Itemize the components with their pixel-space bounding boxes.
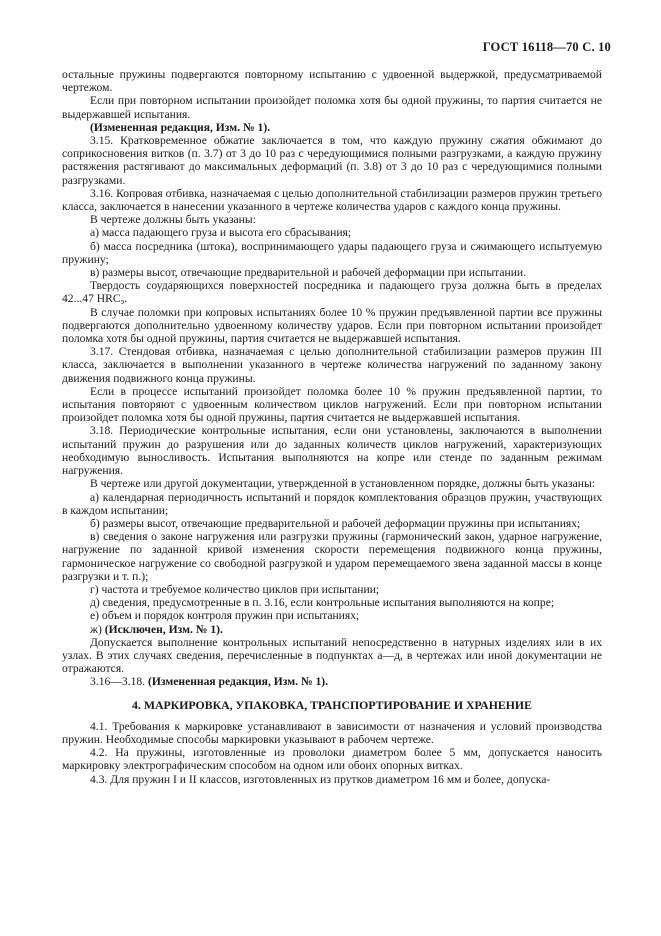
list-item (62, 623, 602, 636)
paragraph-3-17: 3.17. Стендовая отбивка, назначаемая с целью дополнительной стабилизации размеров пружин III класса, заключается в выполнении указанного в чертеже количества нагружений по заданному закону движения подвижного конца пружины. (62, 345, 602, 385)
subscript: э (120, 297, 125, 307)
list-item: а) календарная периодичность испытаний и порядок комплектования образцов пружин, участвующих в каждом испытании; (62, 490, 602, 517)
list-item: г) частота и требуемое количество циклов при испытании; (90, 582, 380, 596)
clause-range: 3.16—3.18. (90, 675, 148, 689)
paragraph: остальные пружины подвергаются повторному испытанию с удвоенной выдержкой, предусматриваемой чертежом. (62, 68, 602, 95)
section-title: 4. МАРКИРОВКА, УПАКОВКА, ТРАНСПОРТИРОВАНИЕ И ХРАНЕНИЕ (132, 697, 532, 712)
paragraph-3-18: 3.18. Периодические контрольные испытания, если они установлены, заключаются в выполнении испытаний пружин до разрушения или до заданных количеств циклов нагружений, характеризующих необходимую выносливость. Испытания выполняются на копре или стенде по заданным режимам нагружения. (62, 424, 602, 478)
document-body (62, 68, 602, 786)
paragraph-hardness (62, 279, 602, 305)
paragraph: Если при повторном испытании произойдет поломка хотя бы одной пружины, то партия считается не выдержавшей испытания. (62, 94, 602, 121)
list-item: в) размеры высот, отвечающие предварительной и рабочей деформации при испытании. (90, 266, 527, 280)
paragraph-3-16: 3.16. Копровая отбивка, назначаемая с целью дополнительной стабилизации размеров пружин третьего класса, заключается в нанесении указанного в чертеже количества ударов с каждого конца пружины. (62, 186, 602, 214)
list-item: а) масса падающего груза и высота его сбрасывания; (90, 226, 352, 240)
paragraph: В чертеже или другой документации, утвержденной в установленном порядке, должны быть указаны: (90, 477, 595, 491)
excluded-note: (Исключен, Изм. № 1). (104, 622, 223, 636)
paragraph: Допускается выполнение контрольных испытаний непосредственно в натурных изделиях или в их узлах. В этих случаях сведения, перечисленные в подпунктах а—д, в чертежах или иной документации не отражаются. (62, 635, 602, 676)
paragraph-3-15: 3.15. Кратковременное обжатие заключается в том, что каждую пружину сжатия обжимают до соприкосновения витков (п. 3.7) от 3 до 10 раз с чередующимися полными разгрузками, а каждую пружину растяжения растягивают до максимальных деформаций (п. 3.8) от 3 до 10 раз с чередующимися полными разгрузками. (62, 134, 602, 187)
amendment-note: (Измененная редакция, Изм. № 1). (147, 675, 329, 689)
list-marker: ж) (90, 622, 105, 636)
list-item: е) объем и порядок контроля пружин при испытаниях; (90, 609, 360, 623)
amendment-line (62, 675, 602, 688)
paragraph-4-2: 4.2. На пружины, изготовленные из проволоки диаметром более 5 мм, допускается наносить маркировку электрографическим способом на одном или обоих опорных витках. (62, 746, 602, 773)
period: . (124, 292, 127, 306)
amendment-note: (Измененная редакция, Изм. № 1). (90, 120, 271, 134)
hardness-text: Твердость соударяющихся поверхностей посредника и падающего груза должна быть в пределах 42...47 HRC (62, 279, 602, 306)
list-item: в) сведения о законе нагружения или разгрузки пружины (гармонический закон, ударное нагружение, нагружение по заданной кривой изменения скорости перемещения подвижного конца пружины, гармоническое нагружение со свободной разгрузкой и ударом перемещаемого звена заданной массы в конце разгрузки и т. п.); (62, 530, 602, 583)
paragraph: В чертеже должны быть указаны: (90, 213, 256, 227)
list-item: д) сведения, предусмотренные в п. 3.16, если контрольные испытания выполняются на копре; (90, 596, 555, 610)
page-header: ГОСТ 16118—70 С. 10 (482, 40, 611, 54)
list-item: б) размеры высот, отвечающие предварительной и рабочей деформации пружины при испытаниях; (90, 516, 581, 530)
paragraph-4-3: 4.3. Для пружин I и II классов, изготовленных из прутков диаметром 16 мм и более, допуска- (90, 772, 551, 786)
paragraph: Если в процессе испытаний произойдет поломка более 10 % пружин предъявленной партии, то испытания повторяют с удвоенным количеством циклов нагружений. Если при повторном испытании произойдет поломка хотя бы одной пружины, партия считается не выдержавшей испытания. (62, 384, 602, 425)
paragraph: В случае поломки при копровых испытаниях более 10 % пружин предъявленной партии все пружины подвергаются дополнительно удвоенному количеству ударов. Если при повторном испытании произойдет поломка хотя бы одной пружины, партия считается не выдержавшей испытания. (62, 305, 602, 346)
paragraph-4-1: 4.1. Требования к маркировке устанавливают в зависимости от назначения и условий производства пружин. Необходимые способы маркировки указывают в рабочем чертеже. (62, 719, 602, 746)
list-item: б) масса посредника (штока), воспринимающего удары падающего груза и сжимающего испытуемую пружину; (62, 239, 602, 266)
